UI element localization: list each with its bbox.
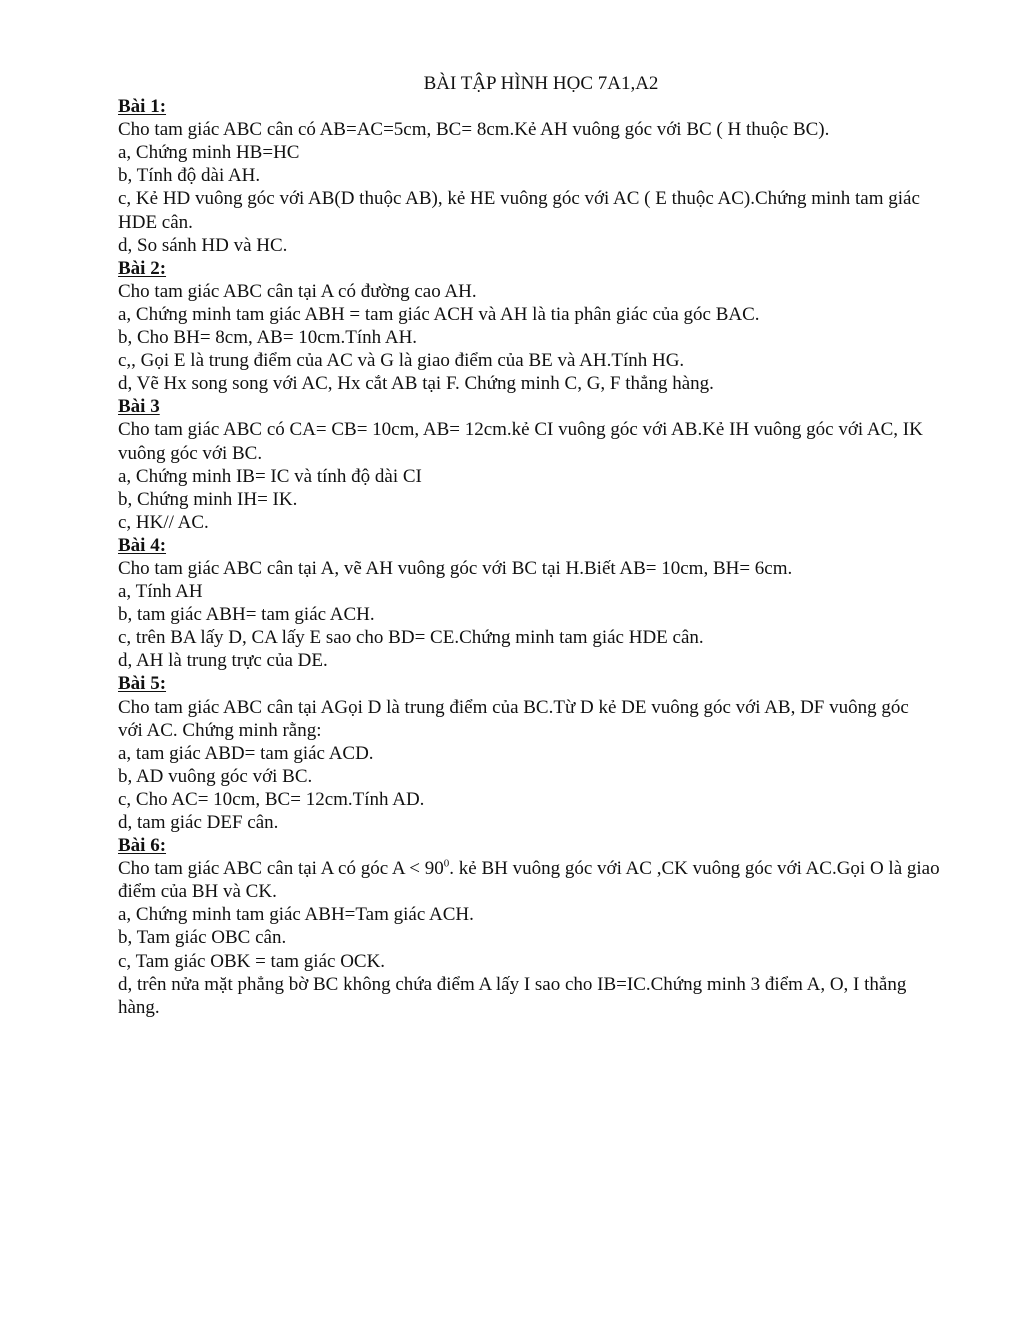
exercise-3 bbox=[118, 395, 958, 534]
exercise-6-intro bbox=[118, 857, 943, 903]
exercise-5-heading: Bài 5: bbox=[118, 673, 167, 695]
exercise-5-line-5: d, tam giác DEF cân. bbox=[118, 812, 279, 833]
exercise-3-line-3: b, Chứng minh IH= IK. bbox=[118, 488, 298, 510]
exercise-5-line-3: b, AD vuông góc với BC. bbox=[118, 765, 313, 787]
exercise-6-intro-part-2: . kẻ BH vuông góc với AC ,CK vuông góc với AC.Gọi O là giao điểm của BH và CK. bbox=[118, 858, 940, 903]
exercise-2-line-4: c,, Gọi E là trung điểm của AC và G là giao điểm của BE và AH.Tính HG. bbox=[118, 350, 685, 372]
exercise-5-line-4: c, Cho AC= 10cm, BC= 12cm.Tính AD. bbox=[118, 788, 425, 810]
exercise-3-line-1: Cho tam giác ABC có CA= CB= 10cm, AB= 12cm.kẻ CI vuông góc với AB.Kẻ IH vuông góc với AC, IK vuông góc với BC. bbox=[118, 419, 923, 464]
exercise-6-intro-part-1: Cho tam giác ABC cân tại A có góc A < 90 bbox=[118, 858, 444, 880]
exercise-4-line-1: Cho tam giác ABC cân tại A, vẽ AH vuông góc với BC tại H.Biết AB= 10cm, BH= 6cm. bbox=[118, 557, 793, 579]
exercise-5-line-2: a, tam giác ABD= tam giác ACD. bbox=[118, 742, 374, 764]
exercise-3-line-2: a, Chứng minh IB= IC và tính độ dài CI bbox=[118, 465, 422, 487]
exercise-1-line-2: a, Chứng minh HB=HC bbox=[118, 142, 300, 164]
exercise-6-line-3: c, Tam giác OBK = tam giác OCK. bbox=[118, 950, 386, 972]
exercise-4-line-2: a, Tính AH bbox=[118, 581, 203, 603]
exercise-6-line-2: b, Tam giác OBC cân. bbox=[118, 927, 287, 949]
exercise-1-line-3: b, Tính độ dài AH. bbox=[118, 165, 261, 187]
exercise-3-heading: Bài 3 bbox=[118, 396, 160, 418]
exercise-2-line-5: d, Vẽ Hx song song với AC, Hx cắt AB tại F. Chứng minh C, G, F thẳng hàng. bbox=[118, 373, 714, 395]
exercise-1-heading: Bài 1: bbox=[118, 96, 167, 118]
document-title: BÀI TẬP HÌNH HỌC 7A1,A2 bbox=[423, 73, 659, 94]
exercise-6-heading: Bài 6: bbox=[118, 835, 167, 857]
exercise-4-line-3: b, tam giác ABH= tam giác ACH. bbox=[118, 604, 375, 626]
exercise-2-line-3: b, Cho BH= 8cm, AB= 10cm.Tính AH. bbox=[118, 327, 418, 349]
exercise-4-line-4: c, trên BA lấy D, CA lấy E sao cho BD= CE.Chứng minh tam giác HDE cân. bbox=[118, 627, 704, 649]
exercise-4-heading: Bài 4: bbox=[118, 534, 167, 556]
exercise-5-line-1: Cho tam giác ABC cân tại AGọi D là trung điểm của BC.Từ D kẻ DE vuông góc với AB, DF vuông góc với AC. Chứng minh rằng: bbox=[118, 696, 909, 741]
exercise-6 bbox=[118, 834, 958, 1019]
exercise-1-line-4: c, Kẻ HD vuông góc với AB(D thuộc AB), kẻ HE vuông góc với AC ( E thuộc AC).Chứng minh tam giác HDE cân. bbox=[118, 188, 920, 233]
exercise-6-line-4: d, trên nửa mặt phẳng bờ BC không chứa điểm A lấy I sao cho IB=IC.Chứng minh 3 điểm A, O, I thẳng hàng. bbox=[118, 973, 907, 1018]
exercise-5 bbox=[118, 672, 958, 834]
degree-superscript: 0 bbox=[443, 857, 450, 870]
exercise-4-line-5: d, AH là trung trực của DE. bbox=[118, 650, 328, 672]
exercise-1-line-1: Cho tam giác ABC cân có AB=AC=5cm, BC= 8cm.Kẻ AH vuông góc với BC ( H thuộc BC). bbox=[118, 119, 830, 141]
exercise-1-line-5: d, So sánh HD và HC. bbox=[118, 234, 288, 256]
exercise-2-line-1: Cho tam giác ABC cân tại A có đường cao AH. bbox=[118, 280, 477, 302]
exercise-4 bbox=[118, 534, 958, 673]
document-page bbox=[118, 72, 958, 1019]
exercise-2 bbox=[118, 257, 958, 396]
exercise-1 bbox=[118, 95, 958, 257]
exercise-6-line-1: a, Chứng minh tam giác ABH=Tam giác ACH. bbox=[118, 904, 474, 926]
exercise-3-line-4: c, HK// AC. bbox=[118, 511, 209, 533]
exercise-2-heading: Bài 2: bbox=[118, 257, 167, 279]
exercise-2-line-2: a, Chứng minh tam giác ABH = tam giác ACH và AH là tia phân giác của góc BAC. bbox=[118, 303, 760, 325]
